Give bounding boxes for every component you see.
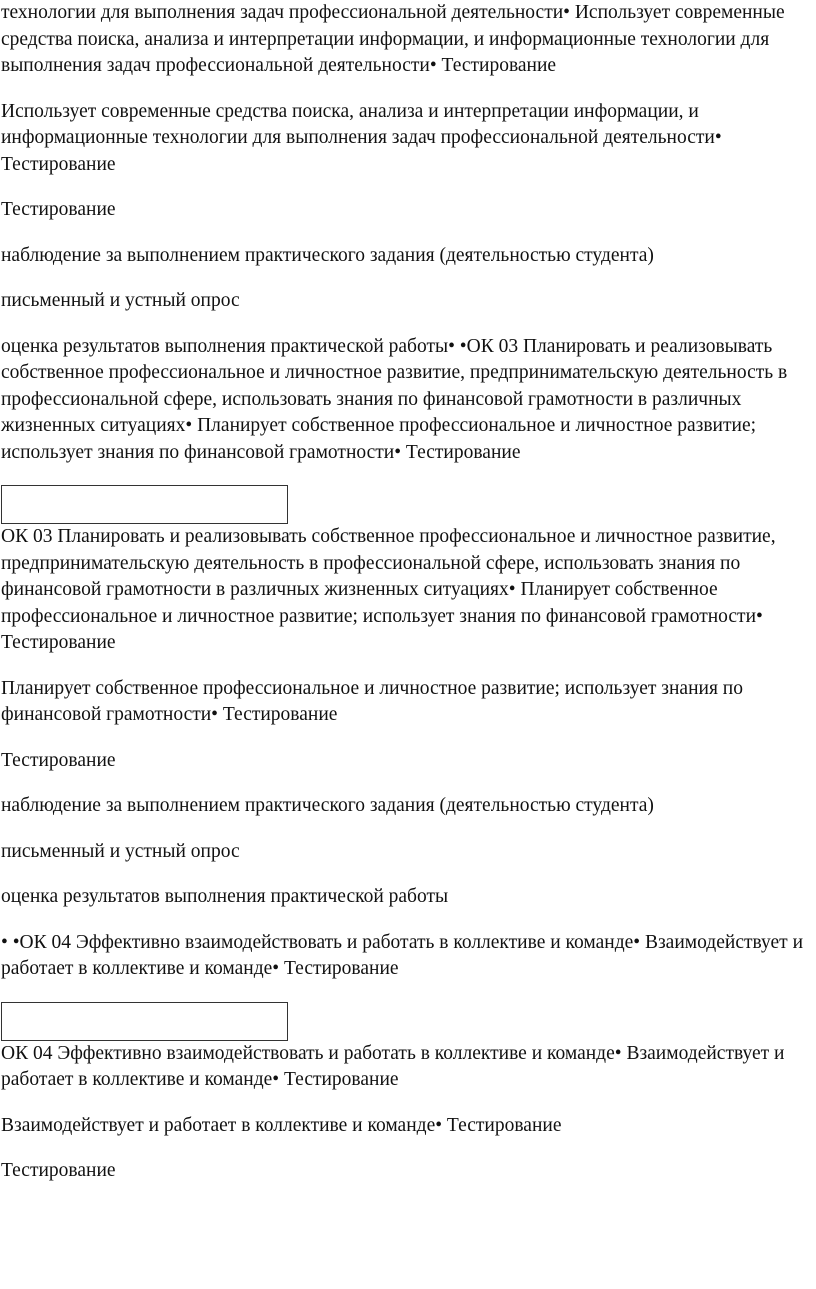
paragraph: Тестирование: [1, 749, 116, 771]
paragraph: наблюдение за выполнением практического задания (деятельностью студента): [1, 795, 654, 816]
paragraph: Тестирование: [1, 1160, 116, 1181]
paragraph: технологии для выполнения задач профессиональной деятельности• Использует современные средства поиска, анализа и интерпретации информации, и информационные технологии для выполнения задач профессиональной деятельности• Тестирование: [1, 2, 785, 76]
paragraph: Использует современные средства поиска, анализа и интерпретации информации, и информационные технологии для выполнения задач профессиональной деятельности• Тестирование: [1, 100, 722, 175]
paragraph: • •ОК 04 Эффективно взаимодействовать и работать в коллективе и команде• Взаимодействует и работает в коллективе и команде• Тестирование: [1, 931, 804, 979]
paragraph: Тестирование: [1, 199, 116, 220]
paragraph: Планирует собственное профессиональное и личностное развитие; использует знания по финансовой грамотности• Тестирование: [1, 677, 743, 725]
empty-box: [1, 1002, 288, 1041]
empty-box: [1, 485, 288, 524]
paragraph: ОК 04 Эффективно взаимодействовать и работать в коллективе и команде• Взаимодействует и работает в коллективе и команде• Тестирование: [1, 1042, 785, 1090]
paragraph: Взаимодействует и работает в коллективе и команде• Тестирование: [1, 1114, 562, 1136]
paragraph: оценка результатов выполнения практической работы• •ОК 03 Планировать и реализовывать собственное профессиональное и личностное развитие, предпринимательскую деятельность в профессиональной сфере, использовать знания по финансовой грамотности в различных жизненных ситуациях• Планирует собственное профессиональное и личностное развитие; использует знания по финансовой грамотности• Тестирование: [1, 335, 788, 463]
paragraph: оценка результатов выполнения практической работы: [1, 886, 449, 907]
paragraph: письменный и устный опрос: [1, 840, 240, 862]
paragraph: ОК 03 Планировать и реализовывать собственное профессиональное и личностное развитие, предпринимательскую деятельность в профессиональной сфере, использовать знания по финансовой грамотности в различных жизненных ситуациях• Планирует собственное профессиональное и личностное развитие; использует знания по финансовой грамотности• Тестирование: [1, 526, 776, 653]
paragraph: письменный и устный опрос: [1, 290, 240, 311]
paragraph: наблюдение за выполнением практического задания (деятельностью студента): [1, 244, 654, 266]
